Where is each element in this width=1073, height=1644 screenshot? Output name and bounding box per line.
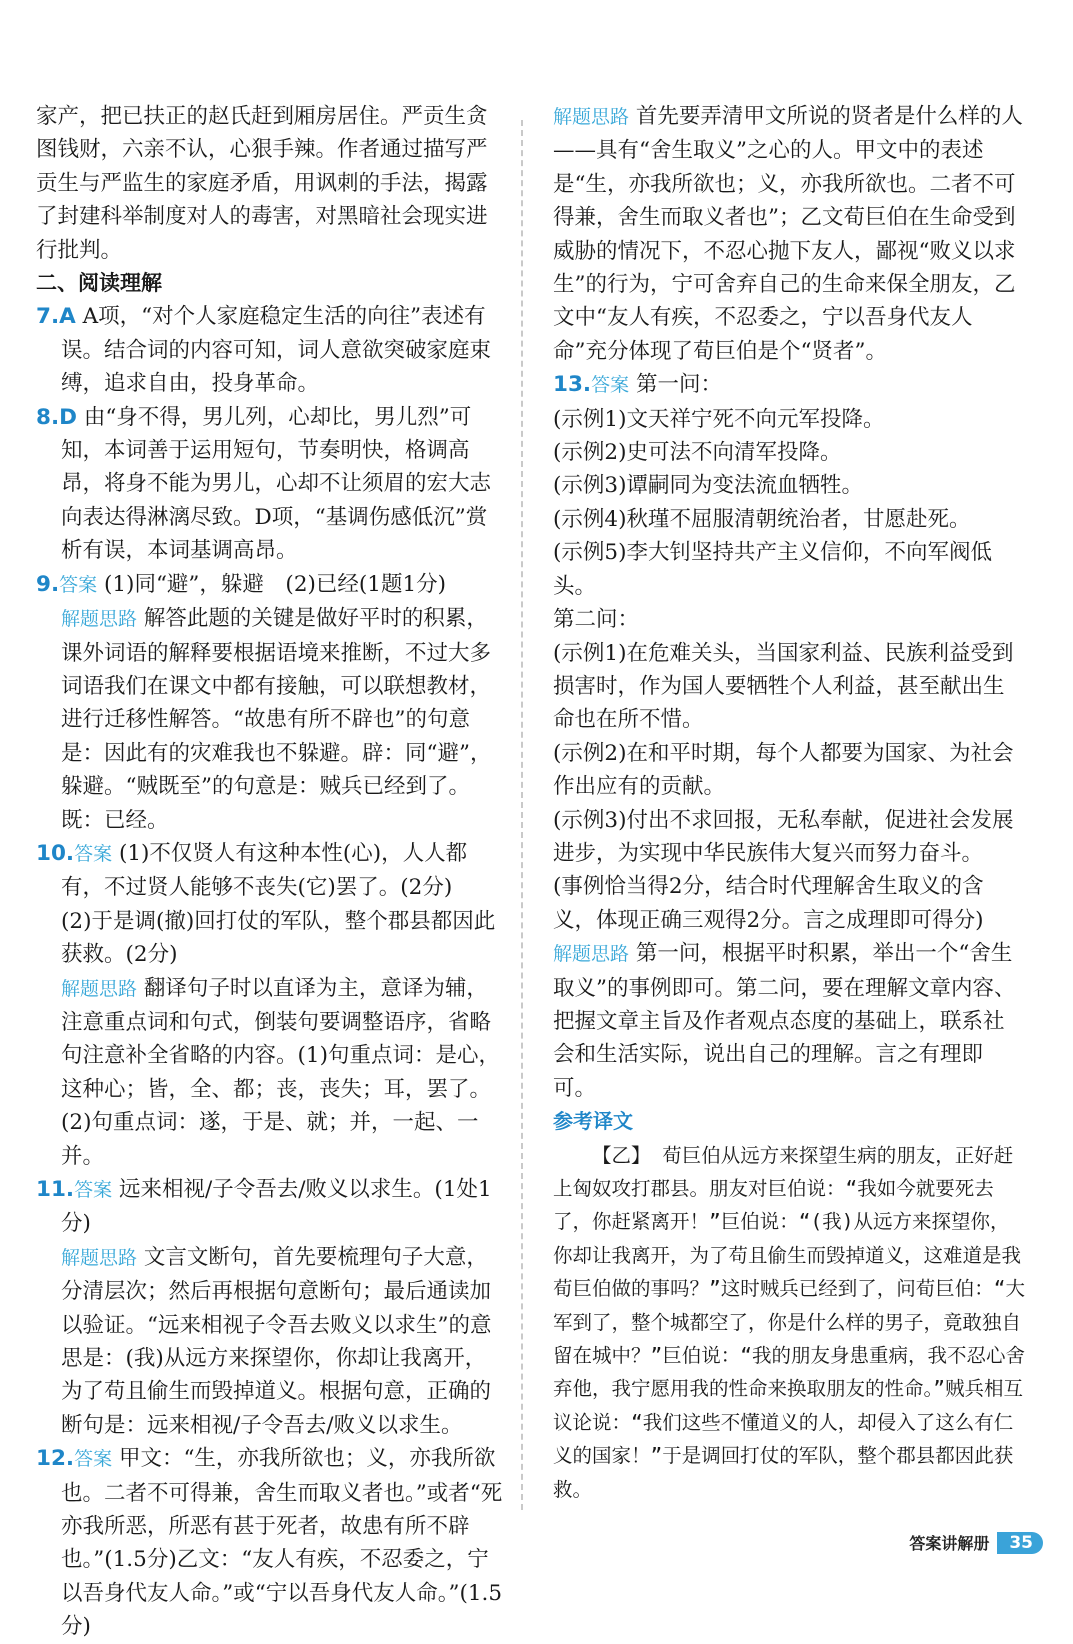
question-13-answer: [553, 368, 1025, 402]
answer-tag: 答案: [74, 1179, 113, 1201]
footer-label: 答案讲解册: [909, 1534, 990, 1553]
left-column: [36, 100, 506, 1644]
answer-text: (1)同“避”，躲避 (2)已经(1题1分): [97, 571, 447, 597]
idea-tag: 解题思路: [61, 977, 138, 1000]
right-column: [553, 100, 1025, 1506]
answer-text: 甲文：“生，亦我所欲也；义，亦我所欲也。二者不可得兼，舍生而取义者也。”或者“死亦我所恶，所恶有甚于死者，故患有所不辟也。”(1.5分)乙文：“友人有疾，不忍委之，宁以吾身代友人命。”或“宁以吾身代友人命。”(1.5分): [61, 1446, 503, 1640]
intro-paragraph: 家产，把已扶正的赵氏赶到厢房居住。严贡生贪图钱财，六亲不认，心狠手辣。作者通过描写严贡生与严监生的家庭矛盾，用讽刺的手法，揭露了封建科举制度对人的毒害，对黑暗社会现实进行批判。: [36, 104, 488, 263]
idea-text: 文言文断句，首先要梳理句子大意，分清层次；然后再根据句意断句；最后通读加以验证。“远来相视子令吾去败义以求生”的意思是：(我)从远方来探望你，你却让我离开，为了苟且偷生而毁掉道义。根据句意，正确的断句是：远来相视/子令吾去/败义以求生。: [61, 1244, 492, 1438]
translation-text: 荀巨伯从远方来探望生病的朋友，正好赶上匈奴攻打郡县。朋友对巨伯说：“我如今就要死去了，你赶紧离开！”巨伯说：“(我)从远方来探望你，你却让我离开，为了苟且偷生而毁掉道义，这难道是我荀巨伯做的事吗？”这时贼兵已经到了，问荀巨伯：“大军到了，整个城都空了，你是什么样的男子，竟敢独自留在城中？”巨伯说：“我的朋友身患重病，我不忍心舍弃他，我宁愿用我的性命来换取朋友的性命。”贼兵相互议论说：“我们这些不懂道义的人，却侵入了这么有仁义的国家！”于是调回打仗的军队，整个郡县都因此获救。: [553, 1143, 1025, 1501]
answer-text: 远来相视/子令吾去/败义以求生。(1处1分): [61, 1177, 492, 1237]
question-10-answer-2: (2)于是调(撤)回打仗的军队，整个郡县都因此获救。(2分): [61, 908, 496, 968]
question-7: [36, 300, 506, 400]
question-number: 13.: [553, 372, 592, 398]
answer-text: (1)不仅贤人有这种本性(心)，人人都有，不过贤人能够不丧失(它)罢了。(2分): [61, 840, 468, 901]
reference-translation: [553, 1139, 1025, 1506]
scoring-note: (事例恰当得2分，结合时代理解舍生取义的含义，体现正确三观得2分。言之成理即可得分): [553, 874, 984, 933]
answer-tag: 答案: [591, 374, 630, 397]
reference-translation-title: 参考译文: [553, 1109, 633, 1134]
column-divider: [521, 120, 523, 1510]
example-1: (示例1)文天祥宁死不向元军投降。: [553, 406, 885, 432]
example-5: (示例5)李大钊坚持共产主义信仰，不向军阀低头。: [553, 540, 992, 599]
question-12-idea: [553, 100, 1025, 368]
second-example-3: (示例3)付出不求回报，无私奉献，促进社会发展进步，为实现中华民族伟大复兴而努力奋斗。: [553, 807, 1014, 866]
question-number: 9.: [36, 571, 60, 597]
question-number: 10.: [36, 840, 75, 866]
question-number: 12.: [36, 1446, 75, 1472]
question-13-idea: [553, 937, 1025, 1105]
example-2: (示例2)史可法不向清军投降。: [553, 440, 842, 466]
question-number: 11.: [36, 1177, 75, 1202]
answer-tag: 答案: [74, 842, 113, 865]
question-11-answer: [36, 1173, 506, 1241]
translation-label: 【乙】: [592, 1143, 651, 1167]
second-question-label: 第二问：: [553, 607, 640, 633]
question-number: 7.A: [36, 304, 76, 330]
example-3: (示例3)谭嗣同为变法流血牺牲。: [553, 473, 863, 499]
idea-tag: 解题思路: [553, 106, 630, 128]
question-11-idea: [36, 1241, 506, 1442]
answer-text: A项，“对个人家庭稳定生活的向往”表述有误。结合词的内容可知，词人意欲突破家庭束缚，追求自由，投身革命。: [61, 304, 492, 397]
answer-text: 由“身不得，男儿列，心却比，男儿烈”可知，本词善于运用短句，节奏明快，格调高昂，将身不能为男儿，心却不让须眉的宏大志向表达得淋漓尽致。D项，“基调伤感低沉”赏析有误，本词基调高昂。: [61, 404, 492, 564]
section-title: 二、阅读理解: [36, 271, 162, 296]
question-12-answer: [36, 1442, 506, 1643]
question-9-answer: [36, 568, 506, 602]
idea-tag: 解题思路: [61, 608, 138, 631]
idea-tag: 解题思路: [61, 1246, 138, 1269]
idea-text: 首先要弄清甲文所说的贤者是什么样的人——具有“舍生取义”之心的人。甲文中的表述是“生，亦我所欲也；义，亦我所欲也。二者不可得兼，舍生而取义者也”；乙文荀巨伯在生命受到威胁的情况下，不忍心抛下友人，鄙视“败义以求生”的行为，宁可舍弃自己的生命来保全朋友，乙文中“友人有疾，不忍委之，宁以吾身代友人命”充分体现了荀巨伯是个“贤者”。: [553, 104, 1023, 364]
idea-tag: 解题思路: [553, 943, 630, 966]
answer-text: 第一问：: [629, 372, 722, 398]
question-number: 8.D: [36, 404, 77, 430]
question-10-answer: [36, 837, 506, 905]
page-footer: [909, 1531, 1043, 1554]
idea-text: 解答此题的关键是做好平时的积累，课外词语的解释要根据语境来推断，不过大多词语我们在课文中都有接触，可以联想教材，进行迁移性解答。“故患有所不辟也”的句意是：因此有的灾难我也不躲避。辟：同“避”，躲避。“贼既至”的句意是：贼兵已经到了。既：已经。: [61, 606, 492, 833]
question-8: [36, 401, 506, 568]
idea-text: 第一问，根据平时积累，举出一个“舍生取义”的事例即可。第二问，要在理解文章内容、把握文章主旨及作者观点态度的基础上，联系社会和生活实际，说出自己的理解。言之有理即可。: [553, 941, 1016, 1101]
second-example-2: (示例2)在和平时期，每个人都要为国家、为社会作出应有的贡献。: [553, 740, 1014, 800]
second-example-1: (示例1)在危难关头，当国家利益、民族利益受到损害时，作为国人要牺牲个人利益，甚至献出生命也在所不惜。: [553, 640, 1014, 733]
example-4: (示例4)秋瑾不屈服清朝统治者，甘愿赴死。: [553, 506, 971, 532]
question-9-idea: [36, 602, 506, 837]
answer-tag: 答案: [74, 1448, 113, 1471]
question-10-idea: [36, 972, 506, 1173]
idea-text: 翻译句子时以直译为主，意译为辅，注意重点词和句式，倒装句要调整语序，省略句注意补全省略的内容。(1)句重点词：是心，这种心；皆，全、都；丧，丧失；耳，罢了。(2)句重点词：遂，于是、就；并，一起、一并。: [61, 975, 500, 1169]
answer-tag: 答案: [59, 573, 98, 596]
page-number: 35: [997, 1532, 1043, 1554]
